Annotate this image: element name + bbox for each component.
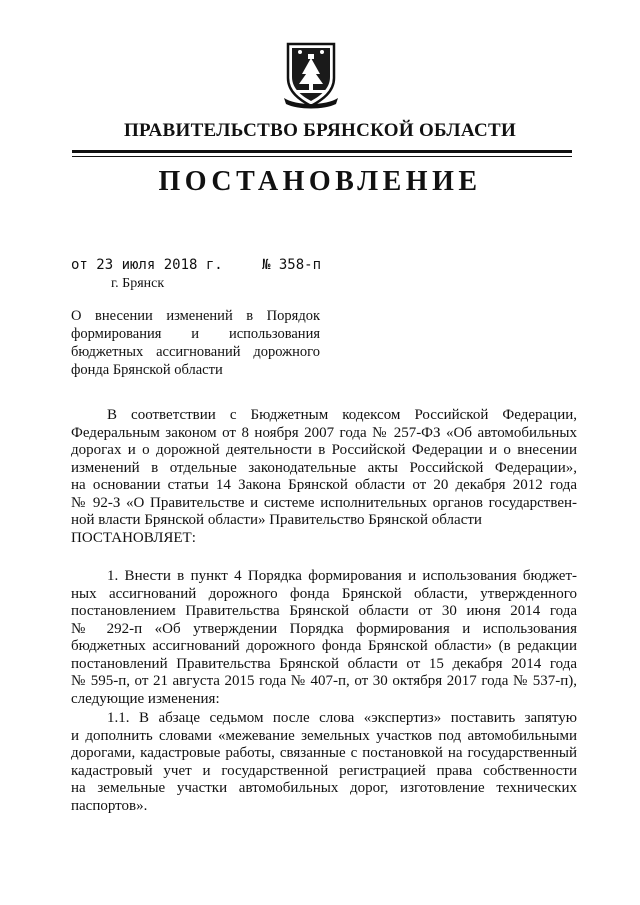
document-subject [71,307,320,379]
clause-line: постановлением Правительства Брянской области от 30 июня 2014 года [71,603,577,619]
header-rule-thin [72,156,572,157]
preamble-line: изменений в отдельные законодательные акты Российской Федерации», [71,459,577,476]
subject-line: бюджетных ассигнований дорожного [71,344,320,360]
preamble-line: Федеральным законом от 8 ноября 2007 года № 257-ФЗ «Об автомобильных [71,424,577,441]
preamble-line: дорогах и о дорожной деятельности в Российской Федерации и о внесении [71,442,577,458]
clause-line: 1. Внести в пункт 4 Порядка формирования и использования бюджет- [107,568,577,584]
document-type-title: ПОСТАНОВЛЕНИЕ [158,166,482,197]
subject-line: фонда Брянской области [71,362,223,378]
clause-line: и дополнить словами «межевание земельных участков под автомобильными [71,727,577,744]
document-number: № 358-п [262,257,322,273]
organization-title: ПРАВИТЕЛЬСТВО БРЯНСКОЙ ОБЛАСТИ [123,120,517,141]
preamble-line: ной власти Брянской области» Правительство Брянской области [71,512,482,528]
preamble-line: В соответствии с Бюджетным кодексом Российской Федерации, [107,407,577,423]
clause-line: кадастровый учет и государственной регистрацией права собственности [71,762,577,779]
document-date: от 23 июля 2018 г. [71,257,223,273]
clause-line: постановлений Правительства Брянской области от 15 декабря 2014 года [71,655,577,672]
clause-line: на земельные участки автомобильных дорог, изготовление технических [71,780,577,796]
preamble-line: на основании статьи 14 Закона Брянской области от 20 декабря 2012 года [71,477,577,493]
clause-line: следующие изменения: [71,690,220,707]
clause-1-1-paragraph [71,710,577,815]
clause-1-paragraph [71,568,577,708]
document-city: г. Брянск [111,276,165,291]
preamble-paragraph [71,407,577,547]
clause-line: № 595-п, от 21 августа 2015 года № 407-п, от 30 октября 2017 года № 537-п), [71,673,577,689]
clause-line: паспортов». [71,797,148,814]
clause-line: ных ассигнований дорожного фонда Брянской области, утвержденного [71,585,577,602]
clause-line: бюджетных ассигнований дорожного фонда Брянской области» (в редакции [71,638,577,654]
clause-line: 1.1. В абзаце седьмом после слова «экспертиз» поставить запятую [107,710,577,726]
header-rule-thick [72,150,572,153]
subject-line: формирования и использования [71,326,320,342]
resolves-heading: ПОСТАНОВЛЯЕТ: [71,529,196,546]
preamble-line: № 92-З «О Правительстве и системе исполнительных органов государствен- [71,494,577,511]
clause-line: дорогами, кадастровые работы, связанные с постановкой на государственный [71,745,577,761]
clause-line: № 292-п «Об утверждении Порядка формирования и использования [71,620,577,637]
bryansk-coat-of-arms-icon [278,34,344,110]
subject-line: О внесении изменений в Порядок [71,308,320,324]
